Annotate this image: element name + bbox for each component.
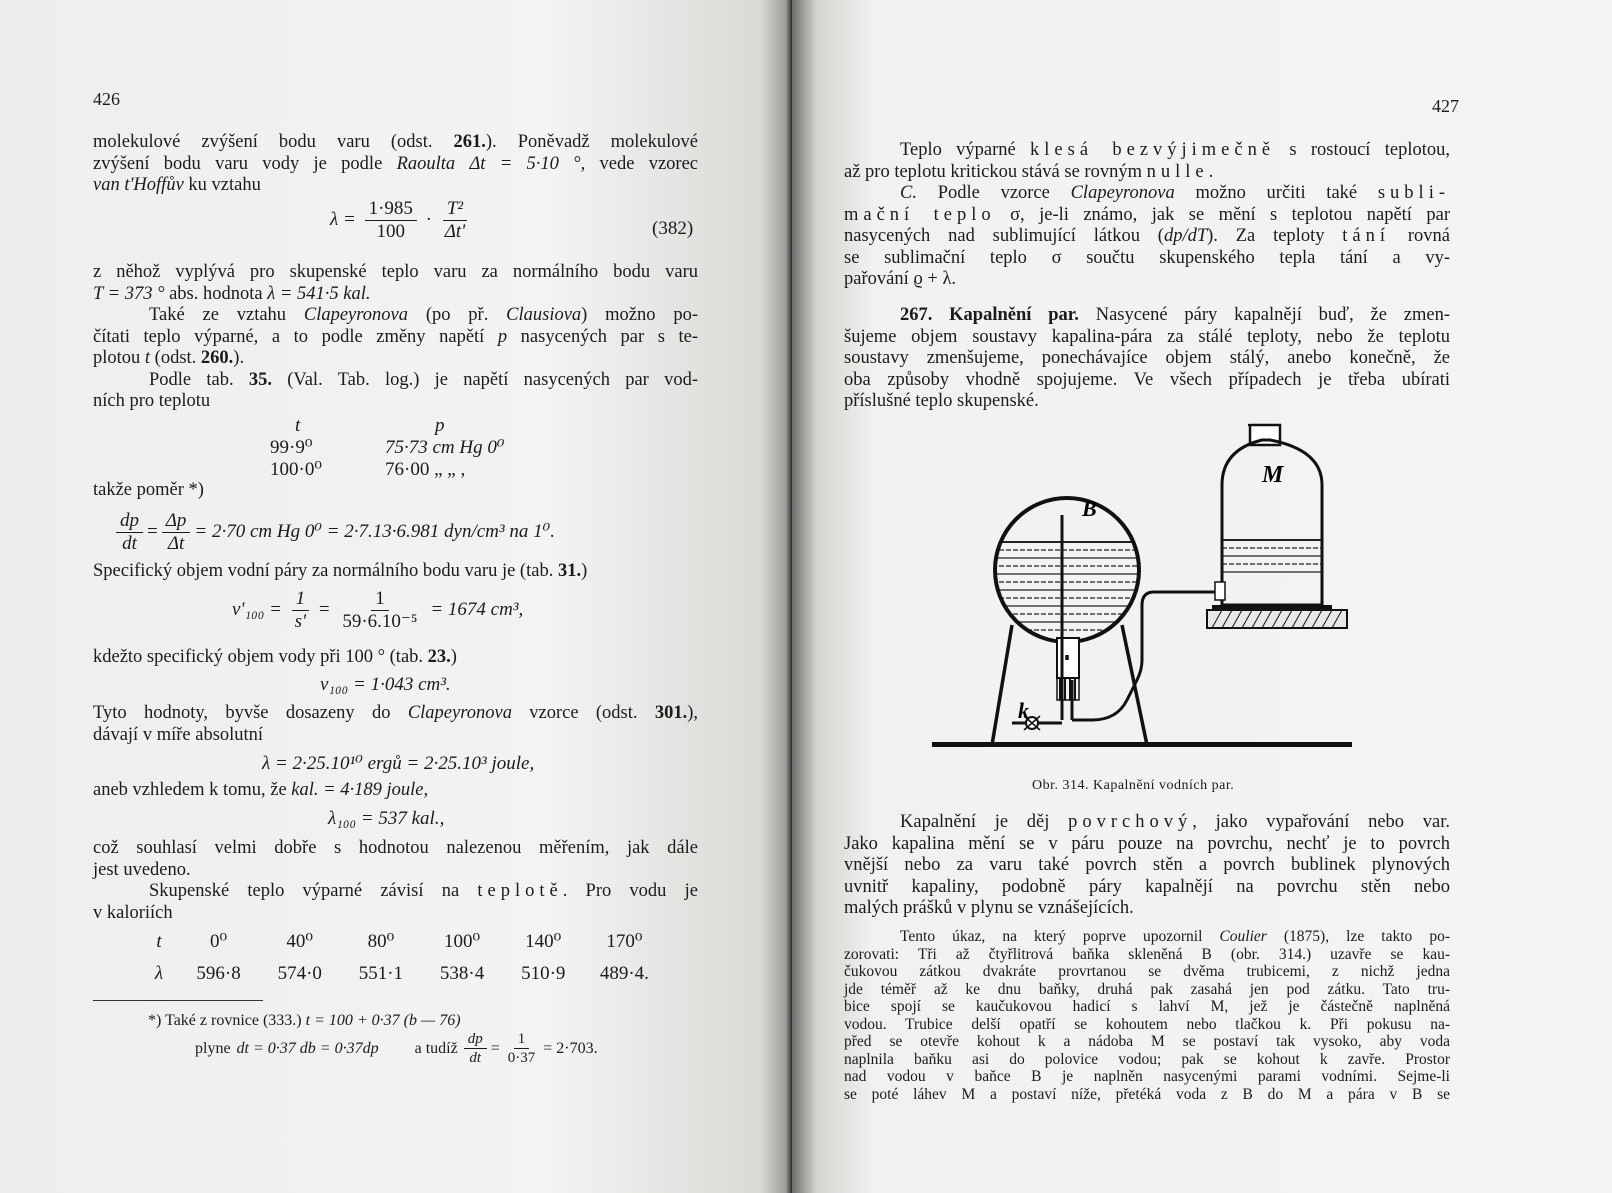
- ref: 260.: [200, 348, 234, 368]
- text: jest uvedeno.: [93, 859, 191, 880]
- text: rovná: [1390, 226, 1450, 246]
- left-paragraph-2: [93, 262, 698, 413]
- text: , jako vypařování nebo var.: [1192, 812, 1450, 832]
- text: nasycených par s te-: [507, 326, 698, 347]
- text: Podle tab.: [149, 369, 249, 390]
- text: Také ze vztahu: [149, 305, 304, 325]
- var: t: [144, 348, 151, 368]
- left-paragraph-8: [93, 780, 698, 802]
- denominator: 100: [376, 221, 405, 242]
- text: ),: [687, 703, 698, 723]
- text: a tudíž: [414, 1040, 458, 1057]
- author: Raoulta: [396, 153, 456, 174]
- denominator: dt: [122, 533, 137, 554]
- author: van t'Hoffův: [93, 175, 184, 195]
- text: abs. hodnota: [164, 283, 268, 304]
- text: (Val. Tab. log.) je napětí nasycených par vod-: [272, 369, 698, 390]
- heat-table-cell: 574·0: [277, 963, 322, 984]
- ref: 31.: [557, 561, 582, 581]
- left-paragraph-7: [93, 703, 698, 746]
- inline-eq: t = 100 + 0·37 (b — 76): [305, 1012, 461, 1029]
- equation-v: v'₁₀₀ = $\frac{1}{s'}$ = $\frac{1}{\text{59·6.10⁻⁵}}$ = 1674 cm³,: [232, 588, 524, 632]
- fraction: [338, 588, 421, 633]
- spaced-text: subli-: [1377, 183, 1450, 203]
- text: ). Poněvadž molekulové: [485, 132, 698, 152]
- right-paragraph-1: [844, 140, 1450, 291]
- label-k: k: [1018, 698, 1029, 723]
- text: ních pro teplotu: [93, 391, 211, 411]
- inline-eq: dt = 0·37 db = 0·37dp: [236, 1040, 379, 1057]
- flask-b: [992, 498, 1142, 700]
- spaced-text: mační teplo: [844, 204, 996, 225]
- text: příslušné teplo skupenské.: [844, 391, 1039, 411]
- text: oba způsoby vhodně spojujeme. Ve všech případech je třeba ubírati: [844, 369, 1450, 390]
- inline-eq: λ = 541·5 kal.: [267, 283, 371, 304]
- text: ): [450, 647, 457, 667]
- denominator: Δt: [167, 533, 185, 554]
- footnote-rule: [93, 1000, 263, 1001]
- cell: 75·73 cm Hg 0⁰: [385, 437, 505, 458]
- heat-table-cell: 80⁰: [367, 931, 395, 952]
- fraction: [365, 198, 417, 243]
- equation-ratio: $\frac{dp}{dt}$ = $\frac{\Delta p}{\Delta t}$ = 2·70 cm Hg 0⁰ = 2·7.13·6.981 dyn/cm³ na 1⁰.: [116, 510, 555, 555]
- text: ). Za teploty: [1207, 226, 1343, 246]
- spaced-text: klesá bezvýjimečně: [1030, 140, 1276, 160]
- inline-eq: T = 373 °: [93, 283, 165, 304]
- text: šujeme objem soustavy kapalina-pára za stálé teploty, nebo že teplotu: [844, 326, 1450, 347]
- text: Tyto hodnoty, byvše dosazeny do: [93, 703, 408, 723]
- numerator: dp: [464, 1030, 487, 1049]
- numerator: Δp: [162, 510, 191, 533]
- text: vodou. Trubice delší opatří se kohoutem nebo tlačkou k. Při pokusu na-: [844, 1015, 1450, 1033]
- denominator: 0·37: [507, 1050, 536, 1066]
- text: (1875), lze takto po-: [1266, 928, 1450, 945]
- spaced-text: povrchový: [1068, 812, 1193, 832]
- eq-rhs: = 2·703.: [543, 1040, 598, 1057]
- ref: 23.: [427, 647, 451, 667]
- section-title: 267. Kapalnění par.: [900, 305, 1079, 325]
- text: C.: [900, 183, 917, 203]
- text: malých prášků v plynu se vznášejících.: [844, 898, 1134, 918]
- text: s rostoucí teplotou,: [1275, 140, 1450, 160]
- heat-table-cell: 538·4: [439, 963, 485, 984]
- text: .: [1208, 161, 1214, 182]
- left-paragraph-9: [93, 838, 698, 924]
- text: dávají v míře absolutní: [93, 724, 264, 745]
- left-paragraph-1: [93, 132, 698, 197]
- denominator: dt: [469, 1050, 482, 1066]
- author: Clausiova: [506, 305, 582, 325]
- equation-label: (382): [652, 218, 694, 239]
- section-267: [844, 305, 1450, 413]
- ref: 35.: [248, 369, 272, 390]
- heat-table-cell: 510·9: [521, 963, 566, 984]
- inline-eq: kal. = 4·189 joule,: [291, 780, 429, 800]
- right-paragraph-4: [844, 928, 1450, 1103]
- text: což souhlasí velmi dobře s hodnotou nalezenou měřením, jak dále: [93, 838, 698, 858]
- text: aneb vzhledem k tomu, že: [93, 780, 292, 800]
- equation-382: [330, 198, 473, 243]
- heat-table-cell: 140⁰: [525, 931, 562, 952]
- var: dp/dT: [1163, 226, 1208, 246]
- eq-rhs: = 2·70 cm Hg 0⁰ = 2·7.13·6.981 dyn/cm³ na 1⁰.: [194, 520, 555, 542]
- label-m: M: [1262, 462, 1284, 488]
- author: Coulier: [1219, 928, 1267, 945]
- numerator: 1: [371, 588, 389, 611]
- denominator: Δt': [444, 221, 466, 242]
- left-paragraph-5: [93, 561, 698, 583]
- text: Jako kapalina mění se v páru pouze na povrchu, nechť je to povrch: [844, 833, 1450, 854]
- bottle-m: [1212, 425, 1332, 609]
- text: až pro teplotu kritickou stává se rovným: [844, 161, 1147, 182]
- operator: ·: [425, 208, 432, 230]
- header-p: p: [435, 415, 445, 436]
- text: Tento úkaz, na který poprve upozornil: [900, 928, 1220, 945]
- text: plotou: [93, 348, 145, 368]
- text: ) možno po-: [581, 305, 698, 325]
- cell: 100·0⁰: [270, 459, 322, 480]
- eq-lhs: λ =: [330, 208, 356, 230]
- numerator: T²: [443, 198, 467, 221]
- text: se sublimační teplo σ součtu skupenského tepla tání a vy-: [844, 247, 1450, 268]
- text: (odst.: [150, 348, 201, 368]
- spaced-text: tání: [1342, 226, 1391, 246]
- heat-table-cell: λ: [154, 963, 164, 984]
- numerator: 1: [292, 588, 310, 611]
- ratio-intro: takže poměr *): [93, 480, 204, 500]
- text: Nasycené páry kapalnějí buď, že zmen-: [1078, 305, 1450, 325]
- fraction: [441, 198, 470, 243]
- base-board: [932, 742, 1352, 747]
- fraction: [464, 1030, 487, 1067]
- heat-table-cell: 170⁰: [606, 931, 643, 952]
- heat-table-cell: 0⁰: [210, 931, 228, 952]
- author: Clapeyronova: [303, 305, 408, 325]
- numerator: 1: [514, 1030, 530, 1049]
- spaced-text: nulle: [1146, 161, 1209, 182]
- text: *) Také z rovnice (333.): [148, 1012, 306, 1029]
- text: naplnila baňku asi do polovice vodou; pak se kohout k zavře. Prostor: [844, 1050, 1450, 1068]
- text: σ, je-li známo, jak se mění s teplotou napětí par: [995, 204, 1450, 225]
- denominator: s': [294, 611, 307, 632]
- heat-table-cell: 551·1: [358, 963, 404, 984]
- page-number-right: 427: [1432, 96, 1459, 116]
- cell: 76·00 „ „ ,: [385, 459, 466, 480]
- ref: 301.: [654, 703, 688, 723]
- text: zorovati: Tři až čtyřlitrová baňka skleněná B (obr. 314.) uzavře se kau-: [844, 945, 1450, 963]
- text: ku vztahu: [183, 175, 261, 195]
- author: Clapeyronova: [407, 703, 512, 723]
- text: nasycených nad sublimující látkou (: [844, 226, 1164, 246]
- inline-eq: Δt = 5·10 °: [469, 153, 581, 174]
- numerator: dp: [116, 510, 143, 533]
- text: vnější nebo za varu také povrch stěn a povrch bublinek plynových: [844, 855, 1450, 875]
- text: jde téměř až ke dnu baňky, druhá pak zasahá jen pod zátku. Tato tru-: [844, 980, 1450, 998]
- text: , vede vzorec: [580, 153, 698, 174]
- text: ): [581, 561, 588, 581]
- numerator: 1·985: [365, 198, 417, 221]
- cell: 99·9⁰: [270, 437, 313, 458]
- text: nad vodou v baňce B je naplněn nasycenými parami vodními. Sejme-li: [844, 1068, 1450, 1085]
- heat-table-cell: 596·8: [196, 963, 241, 984]
- equation-lambda: λ = 2·25.10¹⁰ ergů = 2·25.10³ joule,: [262, 753, 535, 774]
- shelf: [1207, 610, 1347, 628]
- text: vzorce (odst.: [511, 703, 655, 723]
- text: čítati teplo výparné, a to podle změny napětí: [93, 326, 498, 347]
- left-paragraph-6: [93, 647, 698, 669]
- text: v kaloriích: [93, 902, 173, 923]
- fraction: [116, 510, 143, 555]
- spaced-text: teplotě: [477, 881, 563, 901]
- text: z něhož vyplývá pro skupenské teplo varu za normálního bodu varu: [93, 262, 698, 282]
- fraction: [504, 1030, 540, 1067]
- pressure-table: [270, 415, 565, 481]
- text: čukovou zátkou dvakráte provrtanou se dvěma trubicemi, z nichž jedna: [844, 963, 1450, 980]
- text: (po př.: [408, 305, 507, 325]
- left-page: [0, 0, 792, 1193]
- text: . Pro vodu je: [562, 881, 698, 901]
- fraction: [162, 510, 191, 555]
- fraction: [291, 588, 310, 633]
- label-b: B: [1082, 496, 1097, 521]
- text: před se otevře kohout k a nádoba M se postaví tak vysoko, aby voda: [844, 1033, 1450, 1050]
- header-t: t: [295, 415, 301, 436]
- denominator: 59·6.10⁻⁵: [342, 611, 418, 632]
- ref: 261.: [453, 132, 486, 152]
- var: p: [497, 326, 508, 347]
- heat-table-cell: 100⁰: [444, 931, 481, 952]
- eq-lhs: v'₁₀₀ =: [232, 598, 282, 620]
- heat-table: [140, 930, 665, 986]
- text: bice spojí se kaučukovou hadicí s lahví M, jež je částečně naplněná: [844, 998, 1450, 1015]
- heat-table-cell: t: [156, 931, 162, 952]
- footnote: [148, 1010, 708, 1031]
- author: Clapeyronova: [1070, 183, 1175, 203]
- text: ).: [233, 348, 245, 368]
- text: možno určiti také: [1174, 183, 1378, 203]
- text: uvnitř kapaliny, podobně páry kapalnějí na povrchu stěn nebo: [844, 876, 1450, 897]
- text: molekulové zvýšení bodu varu (odst.: [93, 132, 454, 152]
- right-page: [792, 0, 1612, 1193]
- text: Specifický objem vodní páry za normálního bodu varu je (tab.: [93, 561, 558, 581]
- text: Teplo výparné: [900, 140, 1031, 160]
- figure-caption: Obr. 314. Kapalnění vodních par.: [1032, 778, 1235, 793]
- text: se poté láhev M a postaví níže, přetéká voda z B do M a pára v B se: [844, 1085, 1450, 1103]
- text: zvýšení bodu varu vody je podle: [93, 153, 397, 174]
- heat-table-cell: 40⁰: [286, 931, 314, 952]
- eq-rhs: = 1674 cm³,: [430, 598, 524, 620]
- text: soustavy zmenšujeme, ponechávajíce objem stálý, anebo konečně, že: [844, 348, 1450, 368]
- right-paragraph-3: [844, 812, 1450, 920]
- heat-table-cell: 489·4.: [599, 963, 649, 984]
- text: Skupenské teplo výparné závisí na: [149, 881, 478, 901]
- text: kdežto specifický objem vody při 100 ° (tab.: [93, 647, 428, 667]
- text: pařování ϱ + λ.: [844, 269, 957, 289]
- footnote-line-2: plyne dt = 0·37 db = 0·37dp a tudíž $\frac{dp}{dt}$ = $\frac{1}{0\cdot 37}$ = 2·703.: [195, 1031, 598, 1066]
- equation-v-water: v₁₀₀ = 1·043 cm³.: [320, 674, 451, 695]
- figure-314: [932, 420, 1352, 760]
- equation-lambda-100: λ₁₀₀ = 537 kal.,: [328, 808, 445, 829]
- text: Kapalnění je děj: [900, 812, 1069, 832]
- page-number-left: 426: [93, 89, 120, 109]
- text: plyne: [195, 1040, 231, 1057]
- text: Podle vzorce: [916, 183, 1071, 203]
